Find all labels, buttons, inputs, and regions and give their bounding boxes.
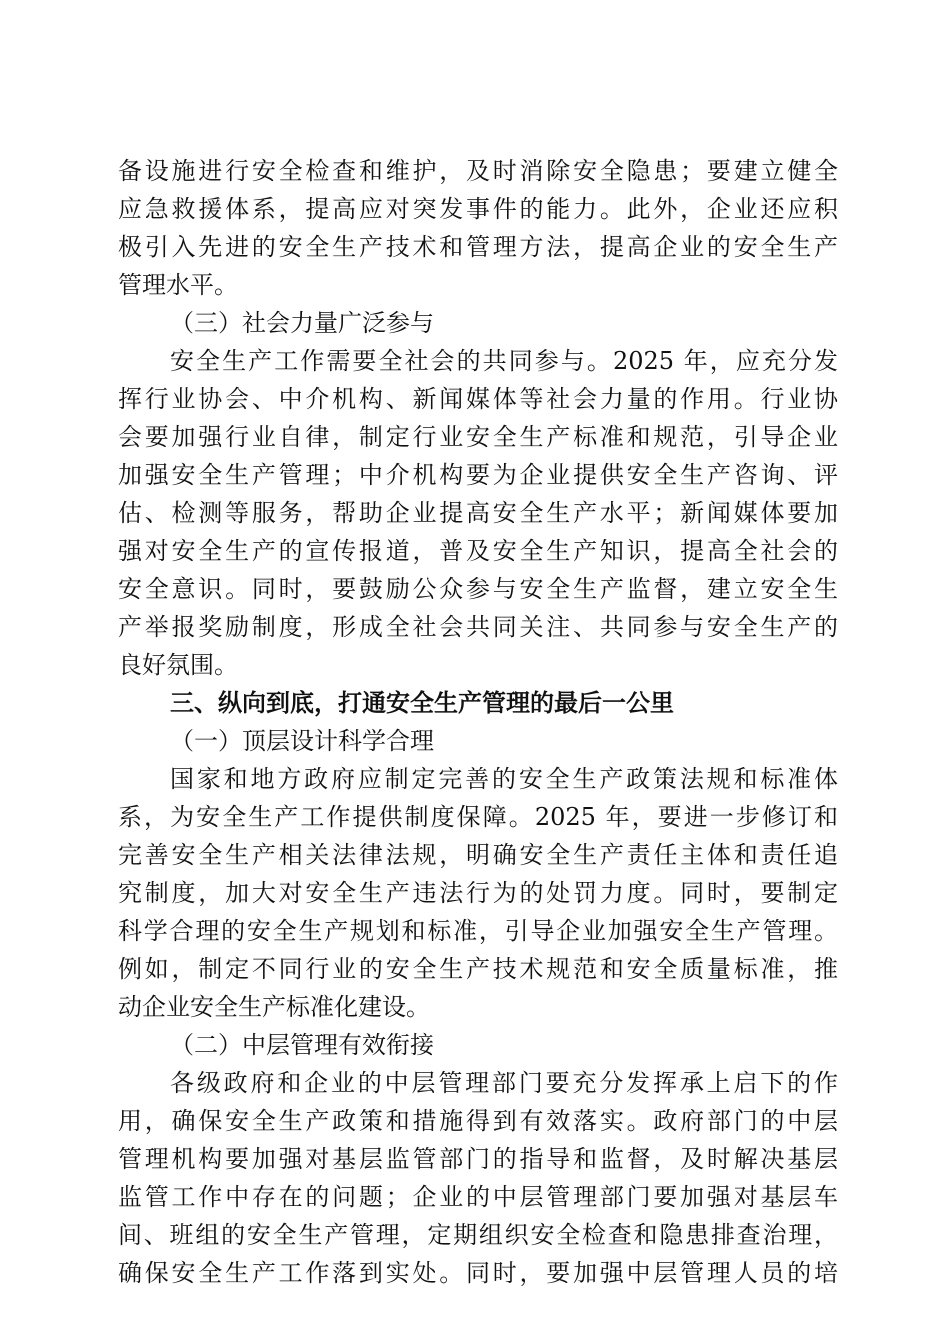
body-line: 加强安全生产管理；中介机构要为企业提供安全生产咨询、评 (118, 461, 838, 489)
body-line: 确保安全生产工作落到实处。同时，要加强中层管理人员的培 (118, 1259, 838, 1287)
body-line: 强对安全生产的宣传报道，普及安全生产知识，提高全社会的 (118, 537, 838, 565)
section-heading-three: 三、纵向到底，打通安全生产管理的最后一公里 (170, 689, 674, 717)
subheading-top-level-design: （一）顶层设计科学合理 (170, 727, 434, 755)
body-line: 安全生产工作需要全社会的共同参与。2025 年，应充分发 (170, 347, 838, 375)
body-line: 科学合理的安全生产规划和标准，引导企业加强安全生产管理。 (118, 917, 838, 945)
body-line: 系，为安全生产工作提供制度保障。2025 年，要进一步修订和 (118, 803, 838, 831)
body-line: 国家和地方政府应制定完善的安全生产政策法规和标准体 (170, 765, 838, 793)
body-line: 挥行业协会、中介机构、新闻媒体等社会力量的作用。行业协 (118, 385, 838, 413)
body-line: 应急救援体系，提高应对突发事件的能力。此外，企业还应积 (118, 195, 838, 223)
body-line: 完善安全生产相关法律法规，明确安全生产责任主体和责任追 (118, 841, 838, 869)
body-line: 备设施进行安全检查和维护，及时消除安全隐患；要建立健全 (118, 157, 838, 185)
body-line: 监管工作中存在的问题；企业的中层管理部门要加强对基层车 (118, 1183, 838, 1211)
body-line: 会要加强行业自律，制定行业安全生产标准和规范，引导企业 (118, 423, 838, 451)
body-line: 动企业安全生产标准化建设。 (118, 993, 430, 1021)
body-line: 管理机构要加强对基层监管部门的指导和监督，及时解决基层 (118, 1145, 838, 1173)
body-line: 管理水平。 (118, 271, 238, 299)
body-line: 用，确保安全生产政策和措施得到有效落实。政府部门的中层 (118, 1107, 838, 1135)
body-line: 究制度，加大对安全生产违法行为的处罚力度。同时，要制定 (118, 879, 838, 907)
body-line: 例如，制定不同行业的安全生产技术规范和安全质量标准，推 (118, 955, 838, 983)
body-line: 极引入先进的安全生产技术和管理方法，提高企业的安全生产 (118, 233, 838, 261)
subheading-social-forces: （三）社会力量广泛参与 (170, 309, 434, 337)
body-line: 各级政府和企业的中层管理部门要充分发挥承上启下的作 (170, 1069, 838, 1097)
body-line: 间、班组的安全生产管理，定期组织安全检查和隐患排查治理， (118, 1221, 838, 1249)
body-line: 良好氛围。 (118, 651, 238, 679)
subheading-middle-management: （二）中层管理有效衔接 (170, 1031, 434, 1059)
body-line: 安全意识。同时，要鼓励公众参与安全生产监督，建立安全生 (118, 575, 838, 603)
body-line: 产举报奖励制度，形成全社会共同关注、共同参与安全生产的 (118, 613, 838, 641)
body-line: 估、检测等服务，帮助企业提高安全生产水平；新闻媒体要加 (118, 499, 838, 527)
